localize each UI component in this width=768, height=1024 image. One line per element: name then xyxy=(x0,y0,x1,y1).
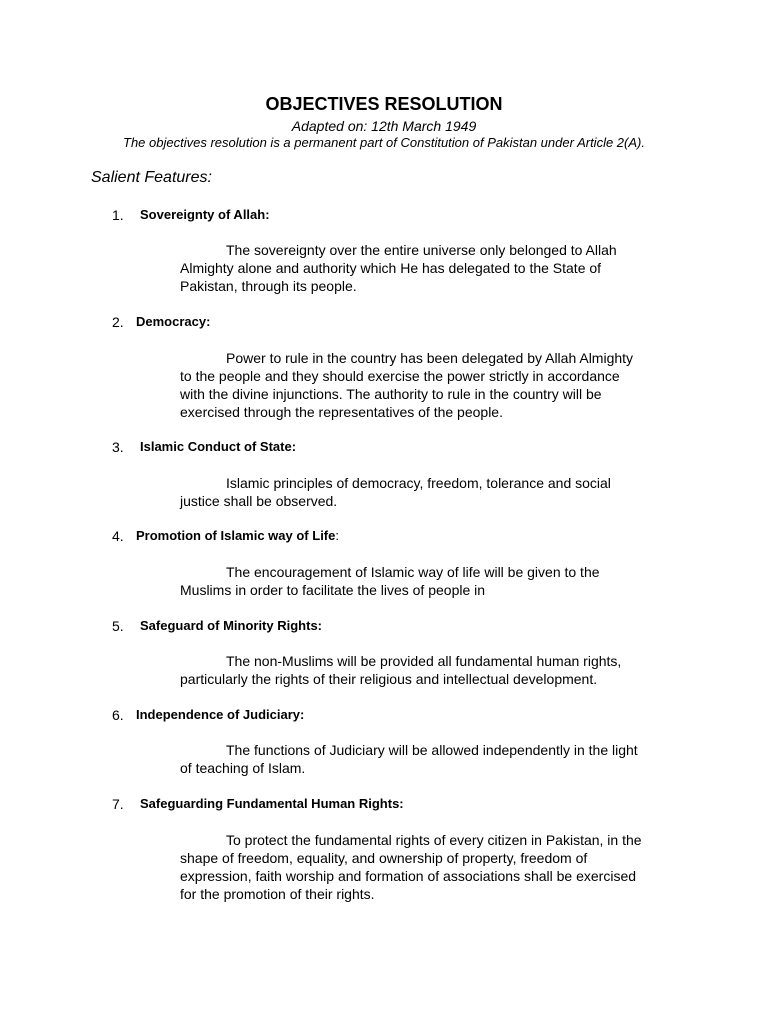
feature-heading: Democracy: xyxy=(136,314,211,329)
feature-paragraph xyxy=(180,474,680,510)
feature-heading-text: Promotion of Islamic way of Life xyxy=(136,528,336,543)
paragraph-line: exercised through the representatives of the people. xyxy=(180,404,503,420)
paragraph-line: shape of freedom, equality, and ownership of property, freedom of xyxy=(180,850,588,866)
feature-number: 6. xyxy=(112,707,124,723)
paragraph-line: The functions of Judiciary will be allowed independently in the light xyxy=(226,742,638,758)
feature-heading: Sovereignty of Allah: xyxy=(140,207,270,222)
paragraph-line: with the divine injunctions. The authority to rule in the country will be xyxy=(180,386,602,402)
feature-paragraph xyxy=(180,563,680,599)
paragraph-line: particularly the rights of their religious and intellectual development. xyxy=(180,671,598,687)
feature-paragraph xyxy=(180,831,680,903)
feature-number: 7. xyxy=(112,796,124,812)
paragraph-line: To protect the fundamental rights of every citizen in Pakistan, in the xyxy=(226,832,642,848)
section-heading: Salient Features: xyxy=(91,169,212,186)
feature-heading: Safeguard of Minority Rights: xyxy=(140,618,322,633)
feature-heading-colon: : xyxy=(335,528,339,543)
paragraph-line: to the people and they should exercise the power strictly in accordance xyxy=(180,368,620,384)
adapted-date: Adapted on: 12th March 1949 xyxy=(291,118,477,134)
feature-number: 5. xyxy=(112,618,124,634)
feature-heading: Safeguarding Fundamental Human Rights: xyxy=(140,796,404,811)
feature-heading xyxy=(136,527,339,545)
feature-heading: Islamic Conduct of State: xyxy=(140,439,297,454)
paragraph-line: Islamic principles of democracy, freedom, tolerance and social xyxy=(226,475,611,491)
document-title: OBJECTIVES RESOLUTION xyxy=(265,94,503,114)
paragraph-line: for the promotion of their rights. xyxy=(180,886,375,902)
paragraph-line: Almighty alone and authority which He has delegated to the State of xyxy=(180,260,602,276)
paragraph-line: The sovereignty over the entire universe only belonged to Allah xyxy=(226,242,617,258)
feature-paragraph xyxy=(180,349,680,421)
paragraph-line: Muslims in order to facilitate the lives of people in xyxy=(180,582,486,598)
feature-number: 2. xyxy=(112,314,124,330)
feature-heading: Independence of Judiciary: xyxy=(136,707,305,722)
paragraph-line: Power to rule in the country has been delegated by Allah Almighty xyxy=(226,350,634,366)
feature-number: 1. xyxy=(112,207,124,223)
paragraph-line: expression, faith worship and formation of associations shall be exercised xyxy=(180,868,637,884)
paragraph-line: The encouragement of Islamic way of life will be given to the xyxy=(226,564,600,580)
paragraph-line: Pakistan, through its people. xyxy=(180,278,357,294)
feature-number: 4. xyxy=(112,528,124,544)
permanent-note: The objectives resolution is a permanent part of Constitution of Pakistan under Article 2(A). xyxy=(123,135,645,150)
paragraph-line: The non-Muslims will be provided all fundamental human rights, xyxy=(226,653,622,669)
feature-paragraph xyxy=(180,652,680,688)
feature-paragraph xyxy=(180,741,680,777)
feature-number: 3. xyxy=(112,439,124,455)
paragraph-line: justice shall be observed. xyxy=(180,493,338,509)
paragraph-line: of teaching of Islam. xyxy=(180,760,306,776)
feature-paragraph xyxy=(180,241,680,295)
